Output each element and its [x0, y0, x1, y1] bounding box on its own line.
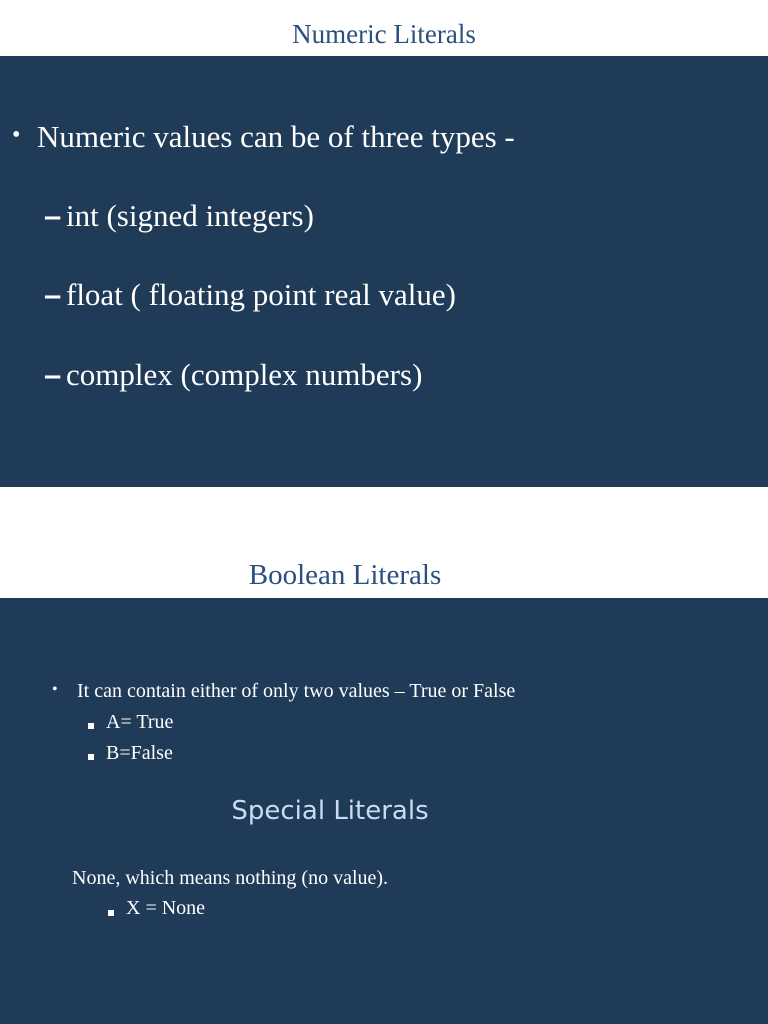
boolean-example-a: A= True [106, 711, 174, 733]
bullet-marker: • [52, 681, 58, 698]
bullet-marker: • [12, 122, 21, 148]
square-bullet-icon [88, 717, 94, 735]
numeric-types-bullet: Numeric values can be of three types - [37, 119, 515, 154]
sub-item-dash: – [44, 357, 62, 392]
boolean-content-panel [0, 598, 768, 1024]
special-none-example: X = None [126, 897, 206, 919]
square-bullet-icon [108, 904, 114, 922]
sub-item-float: float ( floating point real value) [66, 277, 456, 312]
sub-item-dash: – [44, 198, 62, 233]
boolean-literals-title: Boolean Literals [248, 559, 442, 591]
sub-item-dash: – [44, 277, 62, 312]
numeric-content-panel [0, 56, 768, 487]
boolean-values-bullet: It can contain either of only two values – True or False [77, 680, 516, 702]
special-none-description: None, which means nothing (no value). [72, 867, 389, 889]
numeric-literals-title: Numeric Literals [292, 19, 476, 49]
special-literals-title: Special Literals [231, 796, 429, 826]
boolean-example-b: B=False [106, 742, 173, 764]
square-bullet-icon [88, 748, 94, 766]
sub-item-int: int (signed integers) [66, 198, 314, 233]
sub-item-complex: complex (complex numbers) [66, 357, 423, 392]
